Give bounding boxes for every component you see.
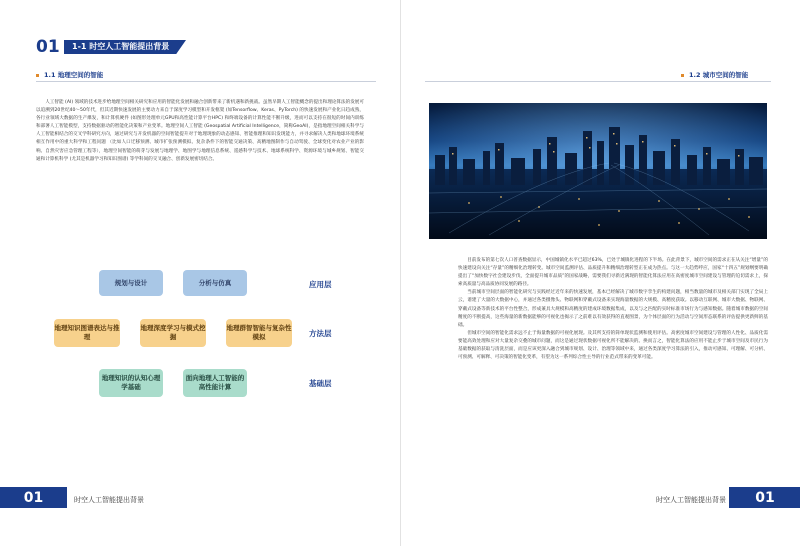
layer-label-application: 应用层 [309,280,332,289]
right-body-text [458,257,768,362]
paragraph: 但城市空间的智能化需求远不止于海量数据的可视化展现。及其所支持的简单现状监测和使用评估。高密度城市空间建设与管理的人性化、品质化需要能高效处理和应对大量复杂交叠的城市问题，而这是通过现状数据可视化所不能解决的。换而言之，智能化算法的应用不能止步于城市空间及市民行为基础数据的获取与清洗层面，而是应该更深入融合到城市规划、设计、治理等领域中来，通过各类深度学习算法的引入，推动可感知、可理解、可分析、可预测、可解释、可决策的智能化变革，有望为这一系列综合性主导的行业范式带来的变革可能。 [458,330,768,361]
footer-number-right: 01 [755,489,775,506]
footer-number-left: 01 [23,489,44,506]
city-night-photo [429,103,767,239]
diagram-box-planning: 规划与设计 [99,270,163,296]
square-bullet-icon [681,74,684,77]
layer-label-method: 方法层 [309,329,332,338]
left-body-text [36,99,364,164]
paragraph: 人工智能 (AI) 领域的技术进步给地理空间相关研究和应用的智能化发展和融合创新带来了新机遇和新挑战。虽然早期人工智能概念的提出和理论算法的发展可以追溯到20世纪40～50年代，但其近期快速发展的主要动力来自于深度学习模型和开发框架 (如Tensorflow、Keras、PyTorch) 的快速发展和产业化日趋成熟，各行业领域大数据的生产爆发，和计算机硬件 (如图形处理单元GPU和高性能计算平台HPC) 和终端设备的计算性能不断升级，进而可以支持在很短的时间内训练和部署人工智能模型，支持数据驱动的智能化决策和产业变革。地理空间人工智能 (Geospatial Artificial Intelligence，简称GeoAI)，是指地理空间相关科学与人工智能相结合的交叉学科研究方向，通过研究与开发机器的空间智能提升对于地理现象的动态感知、智能推理和知识发现能力，并寻求解决人类和地球环境系统相互作用中的重大科学和工程问题 （比如人口迁移预测、城市扩张预测模拟、复杂条件下的智能交通决策、高精地图制作与自动驾驶、全球变化对农业产业的影响、自然灾害应急管理工程等），地理空间智能的萌芽与发展与地理学、地图学与地理信息系统、遥感科学与技术、地球系统科学、资源环境与城乡规划、智能交通和计算机科学 (尤其是机器学习和知识图谱) 等学科间的交叉融合、创新发展密切结合。 [36,100,364,162]
section-title-right: 1.2 城市空间的智能 [689,71,749,79]
city-skyline-image [429,103,767,239]
diagram-box-deep-learning: 地理深度学习与模式挖掘 [140,319,206,347]
diagram-box-hpc: 面向地理人工智能的高性能计算 [183,369,247,397]
chapter-number: 01 [36,37,60,57]
diagram-box-knowledge-graph: 地理知识图谱表达与推理 [54,319,120,347]
diagram-box-cognitive-psychology: 地理知识的认知心理学基础 [99,369,163,397]
footer-text-right: 时空人工智能提出背景 [656,496,726,504]
section-divider-right [425,81,771,82]
layer-label-foundation: 基础层 [309,379,332,388]
section-heading-left [36,70,103,79]
chapter-title: 1-1 时空人工智能提出背景 [72,42,170,51]
footer-number-bar-right [729,487,800,508]
section-title-left: 1.1 地理空间的智能 [44,71,104,79]
diagram-box-analysis: 分析与仿真 [183,270,247,296]
section-heading-right [681,70,748,79]
diagram-box-swarm-intelligence: 地理群智智能与复杂性模拟 [226,319,292,347]
footer-number-bar-left [0,487,67,508]
paragraph: 当前城市空间层面的智能化研究与实践经过近年来的快速发展，基本已经解决了城市数字孪生的构建问题，相当数量的城市及相关部门实现了全局上云，谱建了大量的大数据中心，并通过各类摄像头、物联网和穿戴式设备来实现海量数据的大规模、高精度获取。以移动互联网、城市大数据、物联网、穿戴式设备等新技术的平台性整合，形成兼具大规模和高精度的建成环境数据集成，以及与之匹配的实时标准市场行为与感知数据。随着城市数据的空间精度的不断提高，这些海量的新数据能够的可视化也揭示了之前难以有效获得的直观图景，为个体层面的行为活动与空间形态联系的评估提供更新鲜的基础。 [458,290,768,328]
square-bullet-icon [36,74,39,77]
section-divider-left [36,81,376,82]
paragraph: 目前发布的第七次人口普查数据显示，中国城镇化水平已超过63%，已处于城镇化进程的下半场。在此背景下，城市空间的需求正在从关注“增量”的快速建设向关注“存量”的精细化治理转变。城市空间监测评估、品质提升和精细治理转型正在成为热点。与这一大趋势呼应，国家“十四五”规划纲要明确提出了“加快数字社会建设步伐，全面提升城市品质”的国家战略，需要我们寻新近满现的智能化算法应用在高密度城市空间建设与管理的迫切需求上，探索高质量与高品质协同发展的路径。 [458,258,768,288]
footer-text-left: 时空人工智能提出背景 [74,496,144,504]
right-page [400,0,800,546]
